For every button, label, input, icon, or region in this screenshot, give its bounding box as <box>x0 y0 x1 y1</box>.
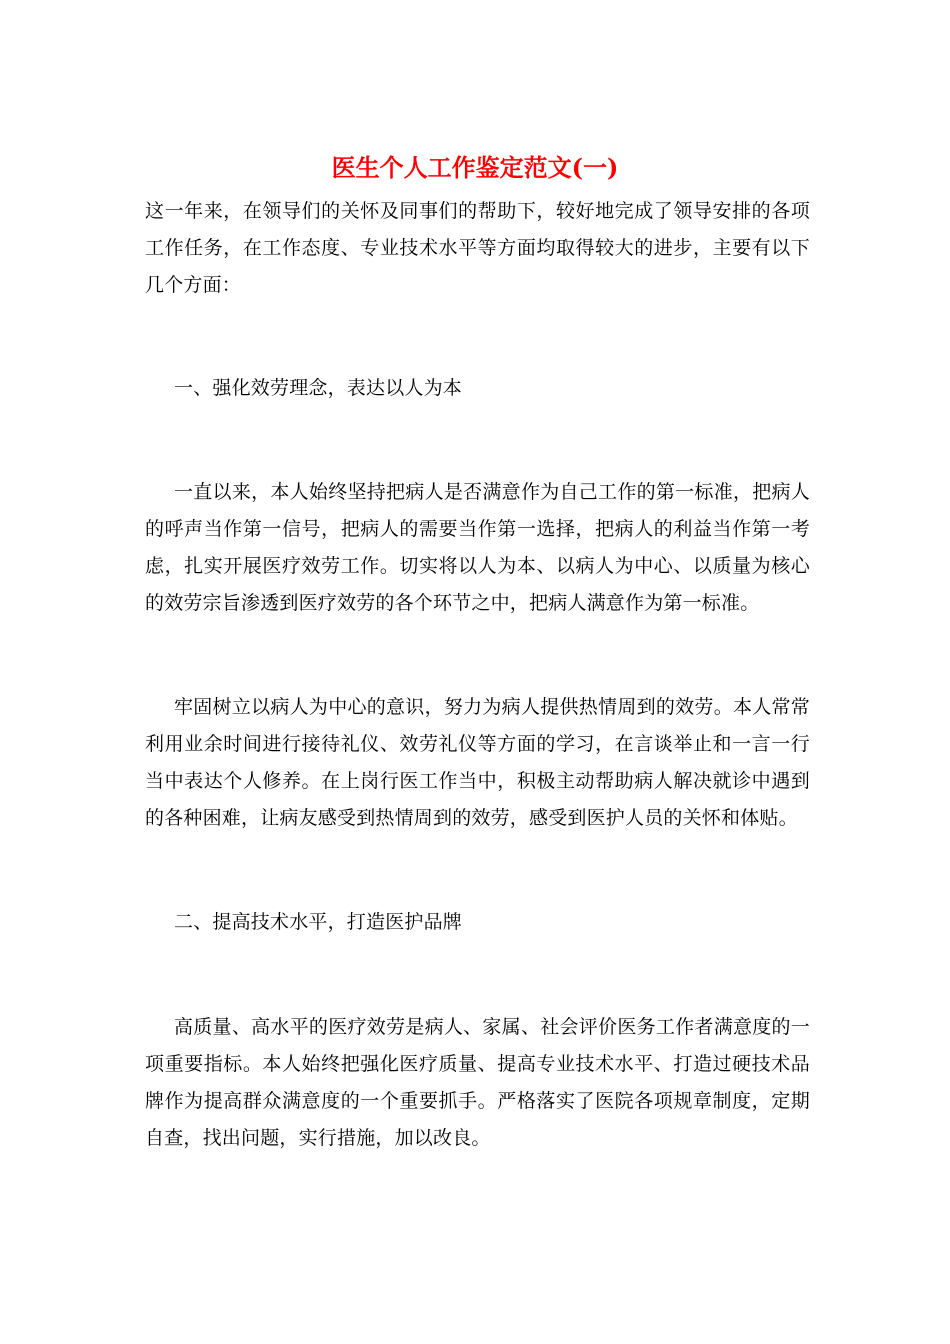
section1-paragraph-2: 牢固树立以病人为中心的意识，努力为病人提供热情周到的效劳。本人常常利用业余时间进行接待礼仪、效劳礼仪等方面的学习，在言谈举止和一言一行当中表达个人修养。在上岗行医工作当中，积极主动帮助病人解决就诊中遇到的各种困难，让病友感受到热情周到的效劳，感受到医护人员的关怀和体贴。 <box>145 696 810 829</box>
intro-paragraph: 这一年来，在领导们的关怀及同事们的帮助下，较好地完成了领导安排的各项工作任务，在工作态度、专业技术水平等方面均取得较大的进步，主要有以下几个方面： <box>145 200 810 296</box>
section2-paragraph-1: 高质量、高水平的医疗效劳是病人、家属、社会评价医务工作者满意度的一项重要指标。本人始终把强化医疗质量、提高专业技术水平、打造过硬技术品牌作为提高群众满意度的一个重要抓手。严格落实了医院各项规章制度，定期自查，找出问题，实行措施，加以改良。 <box>145 1016 810 1149</box>
section-heading-2: 二、提高技术水平，打造医护品牌 <box>174 911 463 933</box>
section-heading-1: 一、强化效劳理念，表达以人为本 <box>174 377 463 399</box>
section1-paragraph-1: 一直以来，本人始终坚持把病人是否满意作为自己工作的第一标准，把病人的呼声当作第一信号，把病人的需要当作第一选择，把病人的利益当作第一考虑，扎实开展医疗效劳工作。切实将以人为本、以病人为中心、以质量为核心的效劳宗旨渗透到医疗效劳的各个环节之中，把病人满意作为第一标准。 <box>145 481 810 614</box>
document-title: 医生个人工作鉴定范文(一) <box>331 153 619 182</box>
